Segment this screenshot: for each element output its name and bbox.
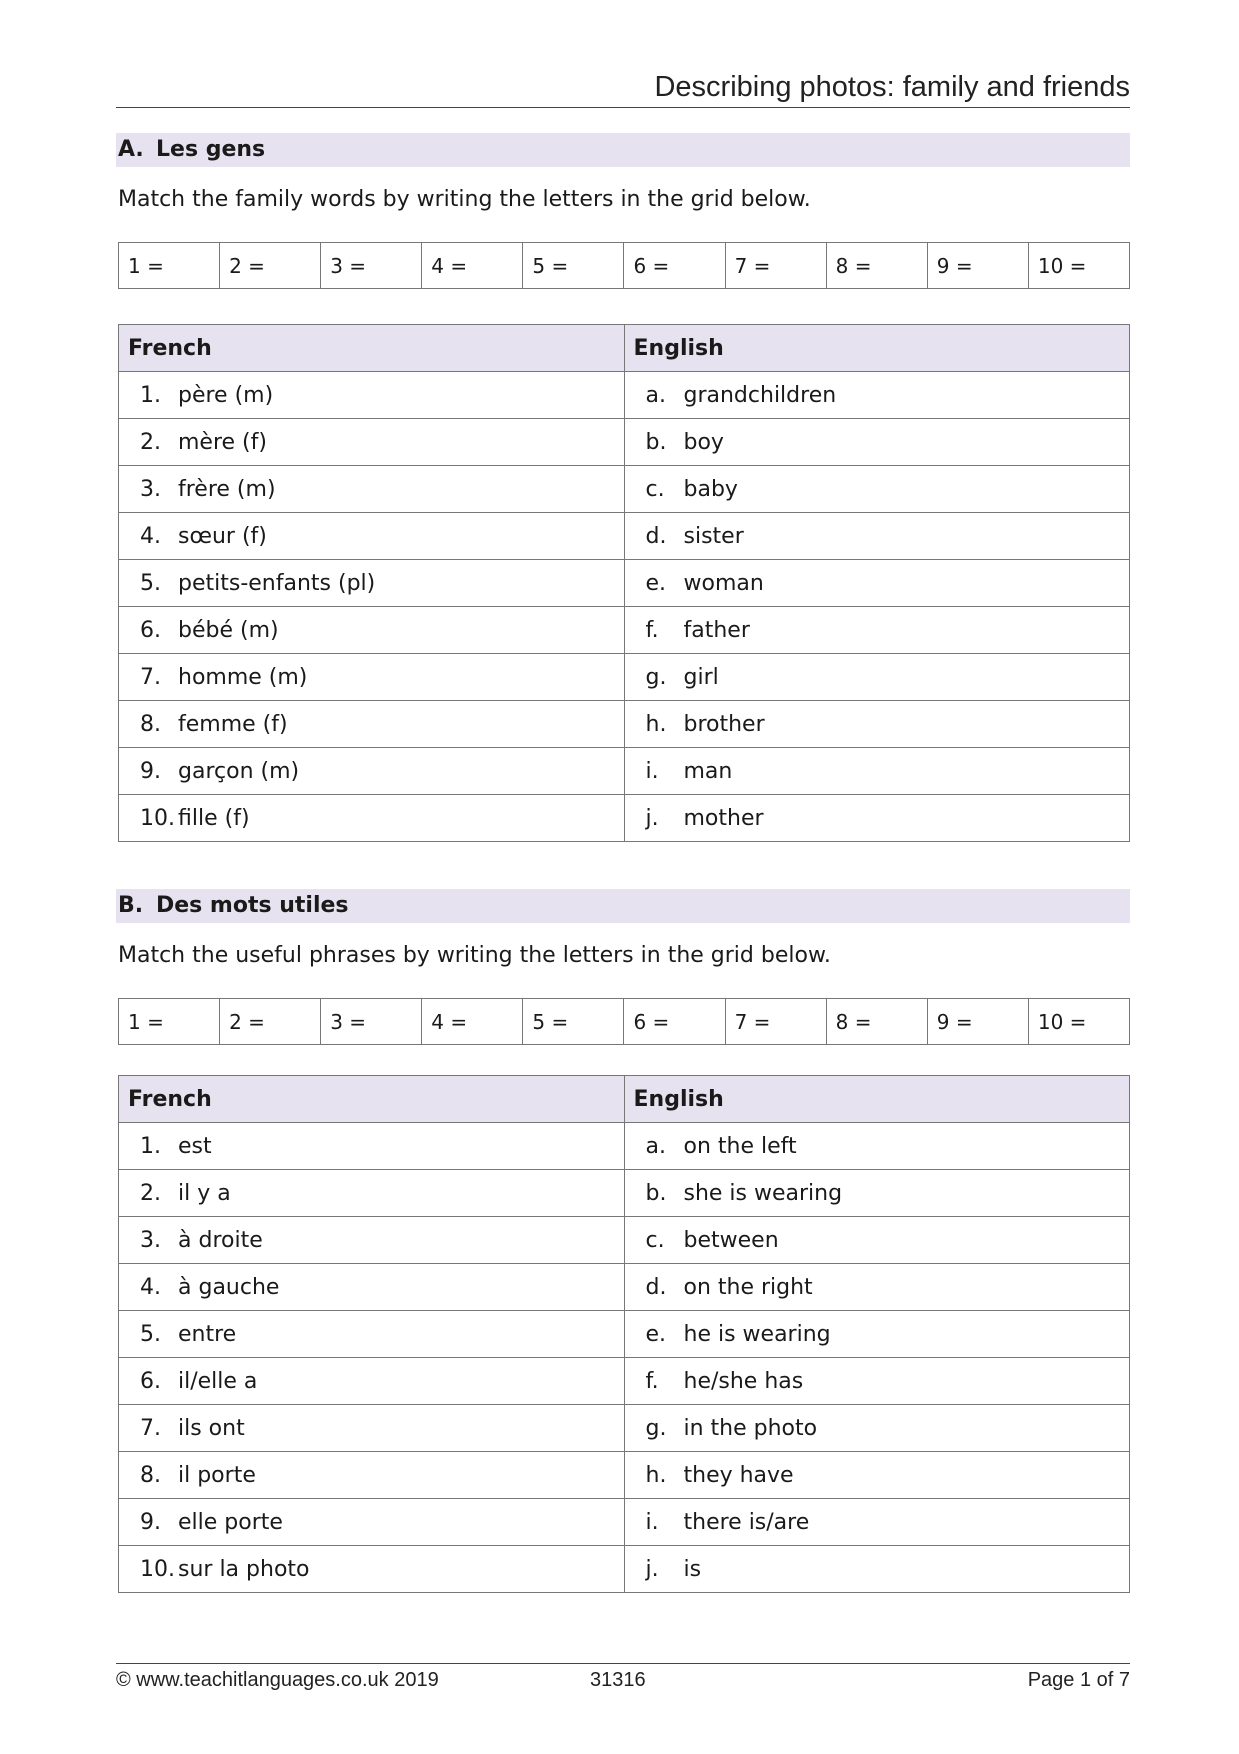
page-title: Describing photos: family and friends bbox=[654, 71, 1130, 103]
english-word: she is wearing bbox=[683, 1180, 843, 1206]
answer-cell[interactable]: 4 = bbox=[422, 999, 523, 1045]
column-header-english: English bbox=[624, 325, 1130, 372]
english-word: boy bbox=[683, 429, 724, 455]
french-word: mère (f) bbox=[178, 429, 267, 455]
french-word: fille (f) bbox=[178, 805, 250, 831]
english-word: they have bbox=[683, 1462, 794, 1488]
french-number: 1. bbox=[140, 1133, 161, 1159]
table-row bbox=[119, 1123, 1130, 1170]
english-cell bbox=[624, 419, 1130, 466]
answer-cell[interactable]: 8 = bbox=[826, 243, 927, 289]
french-number: 8. bbox=[140, 1462, 161, 1488]
french-word: père (m) bbox=[178, 382, 274, 408]
answer-cell[interactable]: 10 = bbox=[1028, 999, 1129, 1045]
english-cell bbox=[624, 1499, 1130, 1546]
french-number: 6. bbox=[140, 617, 161, 643]
english-word: woman bbox=[683, 570, 764, 596]
english-word: there is/are bbox=[683, 1509, 810, 1535]
french-number: 4. bbox=[140, 523, 161, 549]
french-number: 10. bbox=[140, 1556, 175, 1582]
section-a-title: Les gens bbox=[156, 137, 266, 162]
english-cell bbox=[624, 654, 1130, 701]
answer-cell[interactable]: 4 = bbox=[422, 243, 523, 289]
french-number: 8. bbox=[140, 711, 161, 737]
english-word: girl bbox=[683, 664, 719, 690]
french-cell bbox=[119, 1358, 625, 1405]
french-cell bbox=[119, 1499, 625, 1546]
section-b-answer-grid bbox=[118, 998, 1130, 1045]
french-word: garçon (m) bbox=[178, 758, 300, 784]
column-header-french: French bbox=[119, 325, 625, 372]
french-cell bbox=[119, 1452, 625, 1499]
english-cell bbox=[624, 701, 1130, 748]
french-number: 9. bbox=[140, 1509, 161, 1535]
french-word: femme (f) bbox=[178, 711, 288, 737]
french-number: 3. bbox=[140, 476, 161, 502]
french-cell bbox=[119, 1405, 625, 1452]
english-word: mother bbox=[683, 805, 764, 831]
french-word: bébé (m) bbox=[178, 617, 279, 643]
footer-page-number: Page 1 of 7 bbox=[1027, 1669, 1130, 1691]
english-word: brother bbox=[683, 711, 765, 737]
french-cell bbox=[119, 513, 625, 560]
table-row bbox=[119, 1546, 1130, 1593]
french-number: 4. bbox=[140, 1274, 161, 1300]
table-row bbox=[119, 560, 1130, 607]
french-cell bbox=[119, 607, 625, 654]
english-letter: d. bbox=[645, 1274, 667, 1300]
english-letter: b. bbox=[645, 429, 667, 455]
answer-cell[interactable]: 3 = bbox=[321, 999, 422, 1045]
english-word: father bbox=[683, 617, 750, 643]
french-cell bbox=[119, 1217, 625, 1264]
table-row bbox=[119, 1264, 1130, 1311]
section-b-title: Des mots utiles bbox=[156, 893, 349, 918]
french-number: 2. bbox=[140, 1180, 161, 1206]
french-cell bbox=[119, 1311, 625, 1358]
french-cell bbox=[119, 1546, 625, 1593]
french-word: petits-enfants (pl) bbox=[178, 570, 376, 596]
answer-cell[interactable]: 7 = bbox=[725, 243, 826, 289]
table-row bbox=[119, 1170, 1130, 1217]
english-letter: i. bbox=[645, 758, 659, 784]
english-letter: f. bbox=[645, 617, 659, 643]
table-row bbox=[119, 513, 1130, 560]
english-letter: f. bbox=[645, 1368, 659, 1394]
english-letter: e. bbox=[645, 570, 667, 596]
section-a-heading bbox=[116, 133, 1130, 167]
column-header-english: English bbox=[624, 1076, 1130, 1123]
section-b-letter: B. bbox=[118, 893, 144, 918]
french-word: elle porte bbox=[178, 1509, 283, 1535]
french-number: 6. bbox=[140, 1368, 161, 1394]
french-number: 10. bbox=[140, 805, 175, 831]
answer-cell[interactable]: 5 = bbox=[523, 243, 624, 289]
answer-cell[interactable]: 6 = bbox=[624, 999, 725, 1045]
french-word: sur la photo bbox=[178, 1556, 310, 1582]
french-word: est bbox=[178, 1133, 212, 1159]
english-letter: b. bbox=[645, 1180, 667, 1206]
table-row bbox=[119, 1217, 1130, 1264]
french-cell bbox=[119, 701, 625, 748]
table-row bbox=[119, 607, 1130, 654]
page-header bbox=[116, 70, 1130, 108]
english-cell bbox=[624, 1311, 1130, 1358]
answer-cell[interactable]: 2 = bbox=[220, 243, 321, 289]
french-number: 7. bbox=[140, 1415, 161, 1441]
footer-resource-code: 31316 bbox=[590, 1669, 646, 1691]
french-number: 5. bbox=[140, 570, 161, 596]
english-letter: g. bbox=[645, 1415, 667, 1441]
english-letter: e. bbox=[645, 1321, 667, 1347]
french-word: sœur (f) bbox=[178, 523, 267, 549]
section-a-letter: A. bbox=[118, 137, 144, 162]
french-word: à droite bbox=[178, 1227, 263, 1253]
french-number: 2. bbox=[140, 429, 161, 455]
french-word: homme (m) bbox=[178, 664, 308, 690]
english-letter: i. bbox=[645, 1509, 659, 1535]
french-cell bbox=[119, 795, 625, 842]
french-word: à gauche bbox=[178, 1274, 280, 1300]
french-word: il y a bbox=[178, 1180, 231, 1206]
table-row bbox=[119, 1358, 1130, 1405]
english-word: on the left bbox=[683, 1133, 797, 1159]
english-cell bbox=[624, 1405, 1130, 1452]
table-row bbox=[119, 1452, 1130, 1499]
english-cell bbox=[624, 1452, 1130, 1499]
english-letter: g. bbox=[645, 664, 667, 690]
english-cell bbox=[624, 748, 1130, 795]
french-cell bbox=[119, 1123, 625, 1170]
english-letter: c. bbox=[645, 1227, 665, 1253]
english-word: he is wearing bbox=[683, 1321, 831, 1347]
french-number: 9. bbox=[140, 758, 161, 784]
answer-cell[interactable]: 1 = bbox=[119, 243, 220, 289]
section-a-instruction: Match the family words by writing the letters in the grid below. bbox=[118, 187, 811, 212]
table-row bbox=[119, 654, 1130, 701]
english-cell bbox=[624, 372, 1130, 419]
english-cell bbox=[624, 1546, 1130, 1593]
column-header-french: French bbox=[119, 1076, 625, 1123]
english-word: between bbox=[683, 1227, 779, 1253]
french-number: 1. bbox=[140, 382, 161, 408]
english-letter: a. bbox=[645, 1133, 666, 1159]
english-cell bbox=[624, 1170, 1130, 1217]
section-b-vocab-table bbox=[118, 1075, 1130, 1593]
english-letter: j. bbox=[645, 805, 659, 831]
english-letter: h. bbox=[645, 1462, 667, 1488]
answer-cell[interactable]: 2 = bbox=[220, 999, 321, 1045]
answer-cell[interactable]: 8 = bbox=[826, 999, 927, 1045]
french-word: il porte bbox=[178, 1462, 256, 1488]
french-cell bbox=[119, 654, 625, 701]
table-row bbox=[119, 419, 1130, 466]
french-cell bbox=[119, 419, 625, 466]
english-cell bbox=[624, 466, 1130, 513]
english-word: grandchildren bbox=[683, 382, 837, 408]
page-footer bbox=[116, 1663, 1130, 1694]
table-row bbox=[119, 1499, 1130, 1546]
english-word: on the right bbox=[683, 1274, 813, 1300]
english-letter: c. bbox=[645, 476, 665, 502]
table-row bbox=[119, 1311, 1130, 1358]
table-row bbox=[119, 1405, 1130, 1452]
english-word: baby bbox=[683, 476, 738, 502]
french-cell bbox=[119, 560, 625, 607]
english-letter: a. bbox=[645, 382, 666, 408]
french-number: 3. bbox=[140, 1227, 161, 1253]
section-a-answer-grid bbox=[118, 242, 1130, 289]
english-word: is bbox=[683, 1556, 702, 1582]
english-letter: j. bbox=[645, 1556, 659, 1582]
table-row bbox=[119, 372, 1130, 419]
english-cell bbox=[624, 560, 1130, 607]
french-number: 5. bbox=[140, 1321, 161, 1347]
french-word: il/elle a bbox=[178, 1368, 258, 1394]
english-word: sister bbox=[683, 523, 744, 549]
answer-cell[interactable]: 7 = bbox=[725, 999, 826, 1045]
answer-cell[interactable]: 5 = bbox=[523, 999, 624, 1045]
answer-cell[interactable]: 9 = bbox=[927, 243, 1028, 289]
french-cell bbox=[119, 1170, 625, 1217]
french-cell bbox=[119, 748, 625, 795]
english-cell bbox=[624, 513, 1130, 560]
answer-cell[interactable]: 1 = bbox=[119, 999, 220, 1045]
answer-cell[interactable]: 3 = bbox=[321, 243, 422, 289]
section-a-vocab-table bbox=[118, 324, 1130, 842]
english-cell bbox=[624, 1358, 1130, 1405]
french-word: frère (m) bbox=[178, 476, 276, 502]
section-b-instruction: Match the useful phrases by writing the letters in the grid below. bbox=[118, 943, 831, 968]
answer-cell[interactable]: 6 = bbox=[624, 243, 725, 289]
table-row bbox=[119, 795, 1130, 842]
english-word: in the photo bbox=[683, 1415, 818, 1441]
english-cell bbox=[624, 607, 1130, 654]
answer-cell[interactable]: 10 = bbox=[1028, 243, 1129, 289]
french-number: 7. bbox=[140, 664, 161, 690]
french-word: ils ont bbox=[178, 1415, 245, 1441]
table-row bbox=[119, 466, 1130, 513]
table-row bbox=[119, 748, 1130, 795]
english-cell bbox=[624, 1123, 1130, 1170]
english-cell bbox=[624, 1264, 1130, 1311]
english-letter: h. bbox=[645, 711, 667, 737]
english-word: man bbox=[683, 758, 733, 784]
table-row bbox=[119, 701, 1130, 748]
english-letter: d. bbox=[645, 523, 667, 549]
french-word: entre bbox=[178, 1321, 237, 1347]
section-b-heading bbox=[116, 889, 1130, 923]
english-cell bbox=[624, 1217, 1130, 1264]
french-cell bbox=[119, 372, 625, 419]
french-cell bbox=[119, 466, 625, 513]
french-cell bbox=[119, 1264, 625, 1311]
footer-copyright: © www.teachitlanguages.co.uk 2019 bbox=[116, 1669, 439, 1691]
english-cell bbox=[624, 795, 1130, 842]
english-word: he/she has bbox=[683, 1368, 804, 1394]
answer-cell[interactable]: 9 = bbox=[927, 999, 1028, 1045]
